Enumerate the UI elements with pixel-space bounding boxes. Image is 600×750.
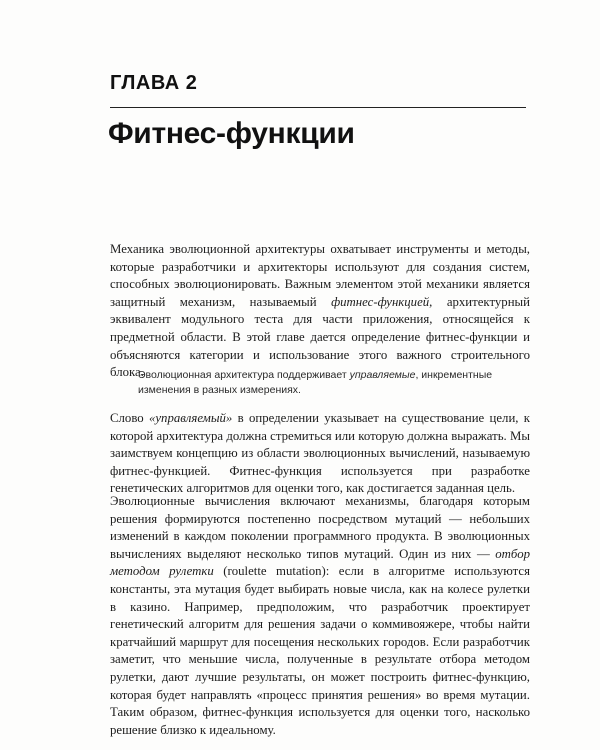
evo-text-1: Эволюционные вычисления включают механизмы, благодаря которым решения формируются постепенно посредством мутаций — небольших изменений в каждом поколении программного продукта. В эволюционных вычислениях выделяют несколько типов мутаций. Один из них — [110,494,530,561]
intro-text-2: , архитектурный эквивалент модульного теста для части приложения, относящейся к предметной области. В этой главе дается определение фитнес-функции и объясняются категории и использование этого важного строительного блока. [110,294,530,380]
intro-term: фитнес-функцией [331,294,430,309]
guided-text-1: Слово [110,411,149,425]
guided-text-2: в определении указывает на существование цели, к которой архитектура должна стремиться или которую должна выражать. Мы заимствуем концепцию из области эволюционных вычислений, называемую фитнес-функцией. Фитнес-функция используется при разработке генетических алгоритмов для оценки того, как достигается заданная цель. [110,411,530,496]
definition-quote [138,368,508,398]
intro-text-1: Механика эволюционной архитектуры охватывает инструменты и методы, которые разработчики и архитекторы используют для создания систем, способных эволюционировать. Важным элементом этой механики является защитный механизм, называемый [110,242,530,309]
chapter-divider [110,107,526,108]
intro-paragraph [110,241,530,382]
chapter-label: ГЛАВА 2 [110,72,198,94]
evo-text-2: (roulette mutation): если в алгоритме используются константы, эта мутация будет выбирать новые числа, как на колесе рулетки в казино. Например, предположим, что разработчик проектирует генетический алгоритм для решения задачи о коммивояжере, чтобы найти кратчайший маршрут для посещения нескольких городов. Если разработчик заметит, что меньшие числа, полученные в результате отбора методом рулетки, дают лучшие результаты, он может построить фитнес-функцию, которая будет направлять «процесс принятия решения» во время мутации. Таким образом, фитнес-функция используется для оценки того, насколько решение близко к идеальному. [110,564,530,737]
quote-term: управляемые [349,369,416,381]
evo-term: отбор методом рулетки [110,546,530,579]
guided-paragraph [110,410,530,498]
guided-term: «управляемый» [148,411,233,425]
chapter-title: Фитнес-функции [108,117,355,150]
quote-text-1: Эволюционная архитектура поддерживает [138,369,350,381]
evolutionary-computing-paragraph [110,493,530,739]
quote-text-2: , инкрементные изменения в разных измерениях. [138,369,493,396]
